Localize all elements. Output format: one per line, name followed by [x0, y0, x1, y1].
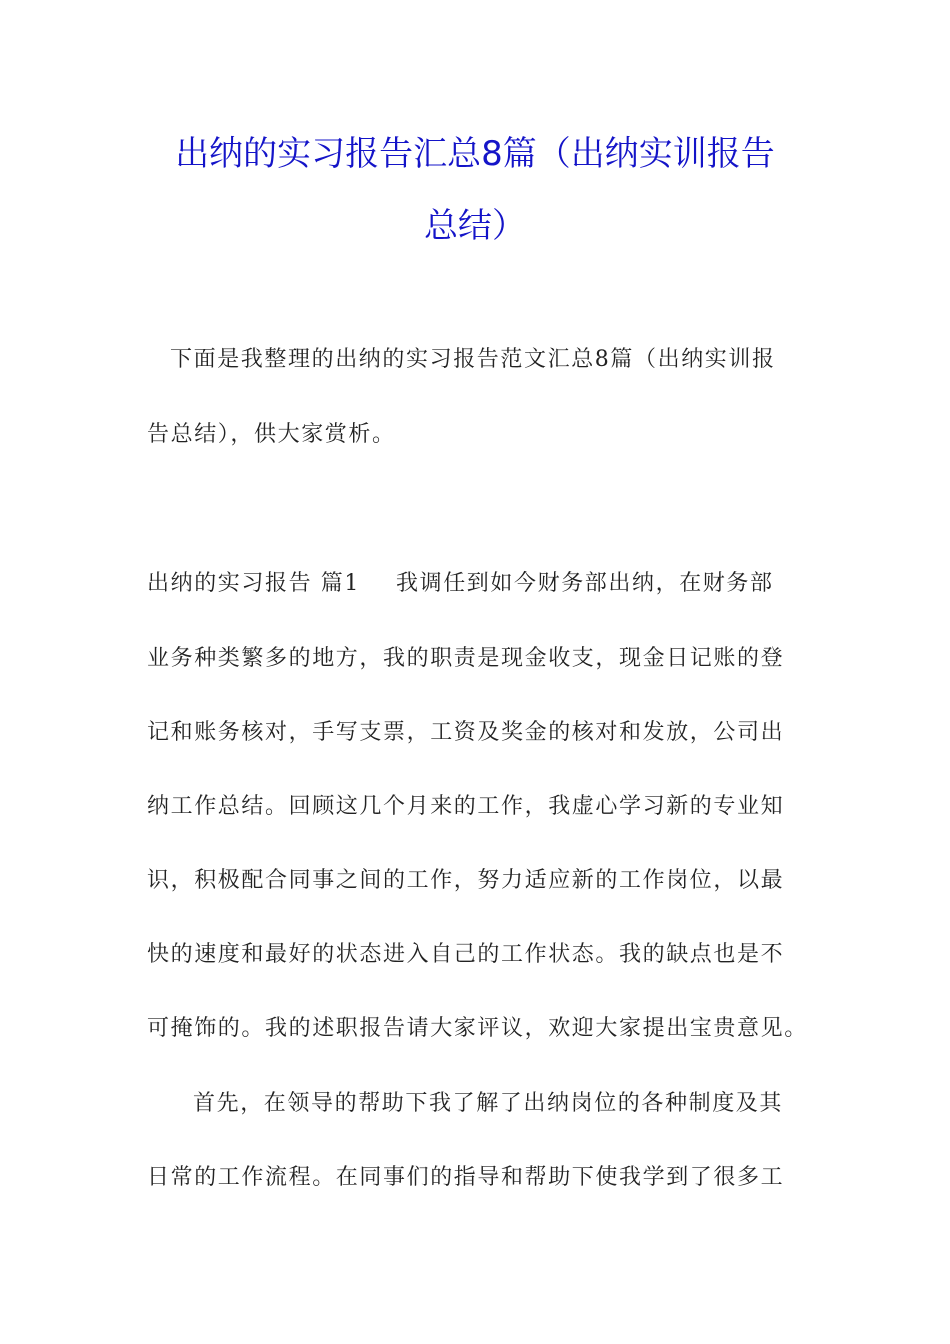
intro-line-1: 下面是我整理的出纳的实习报告范文汇总8篇（出纳实训报: [170, 347, 776, 372]
section-heading: 出纳的实习报告 篇1: [147, 571, 360, 596]
section-heading-row: [147, 569, 807, 599]
body-line-3: 记和账务核对，手写支票，工资及奖金的核对和发放，公司出: [147, 720, 785, 745]
body-line-6: 快的速度和最好的状态进入自己的工作状态。我的缺点也是不: [147, 942, 785, 967]
document-title-line-1: 出纳的实习报告汇总8篇（出纳实训报告: [175, 134, 775, 174]
body-line-4: 纳工作总结。回顾这几个月来的工作，我虚心学习新的专业知: [147, 794, 785, 819]
body-line-7: 可掩饰的。我的述职报告请大家评议，欢迎大家提出宝贵意见。: [147, 1016, 808, 1041]
body-line-1: 我调任到如今财务部出纳，在财务部: [396, 571, 774, 596]
body-line-9: 日常的工作流程。在同事们的指导和帮助下使我学到了很多工: [147, 1165, 785, 1190]
body-line-5: 识，积极配合同事之间的工作，努力适应新的工作岗位，以最: [147, 868, 785, 893]
body-line-8: 首先，在领导的帮助下我了解了出纳岗位的各种制度及其: [193, 1091, 784, 1116]
document-title-line-2: 总结）: [424, 206, 526, 246]
intro-line-2: 告总结），供大家赏析。: [147, 422, 396, 447]
body-line-2: 业务种类繁多的地方，我的职责是现金收支，现金日记账的登: [147, 646, 785, 671]
